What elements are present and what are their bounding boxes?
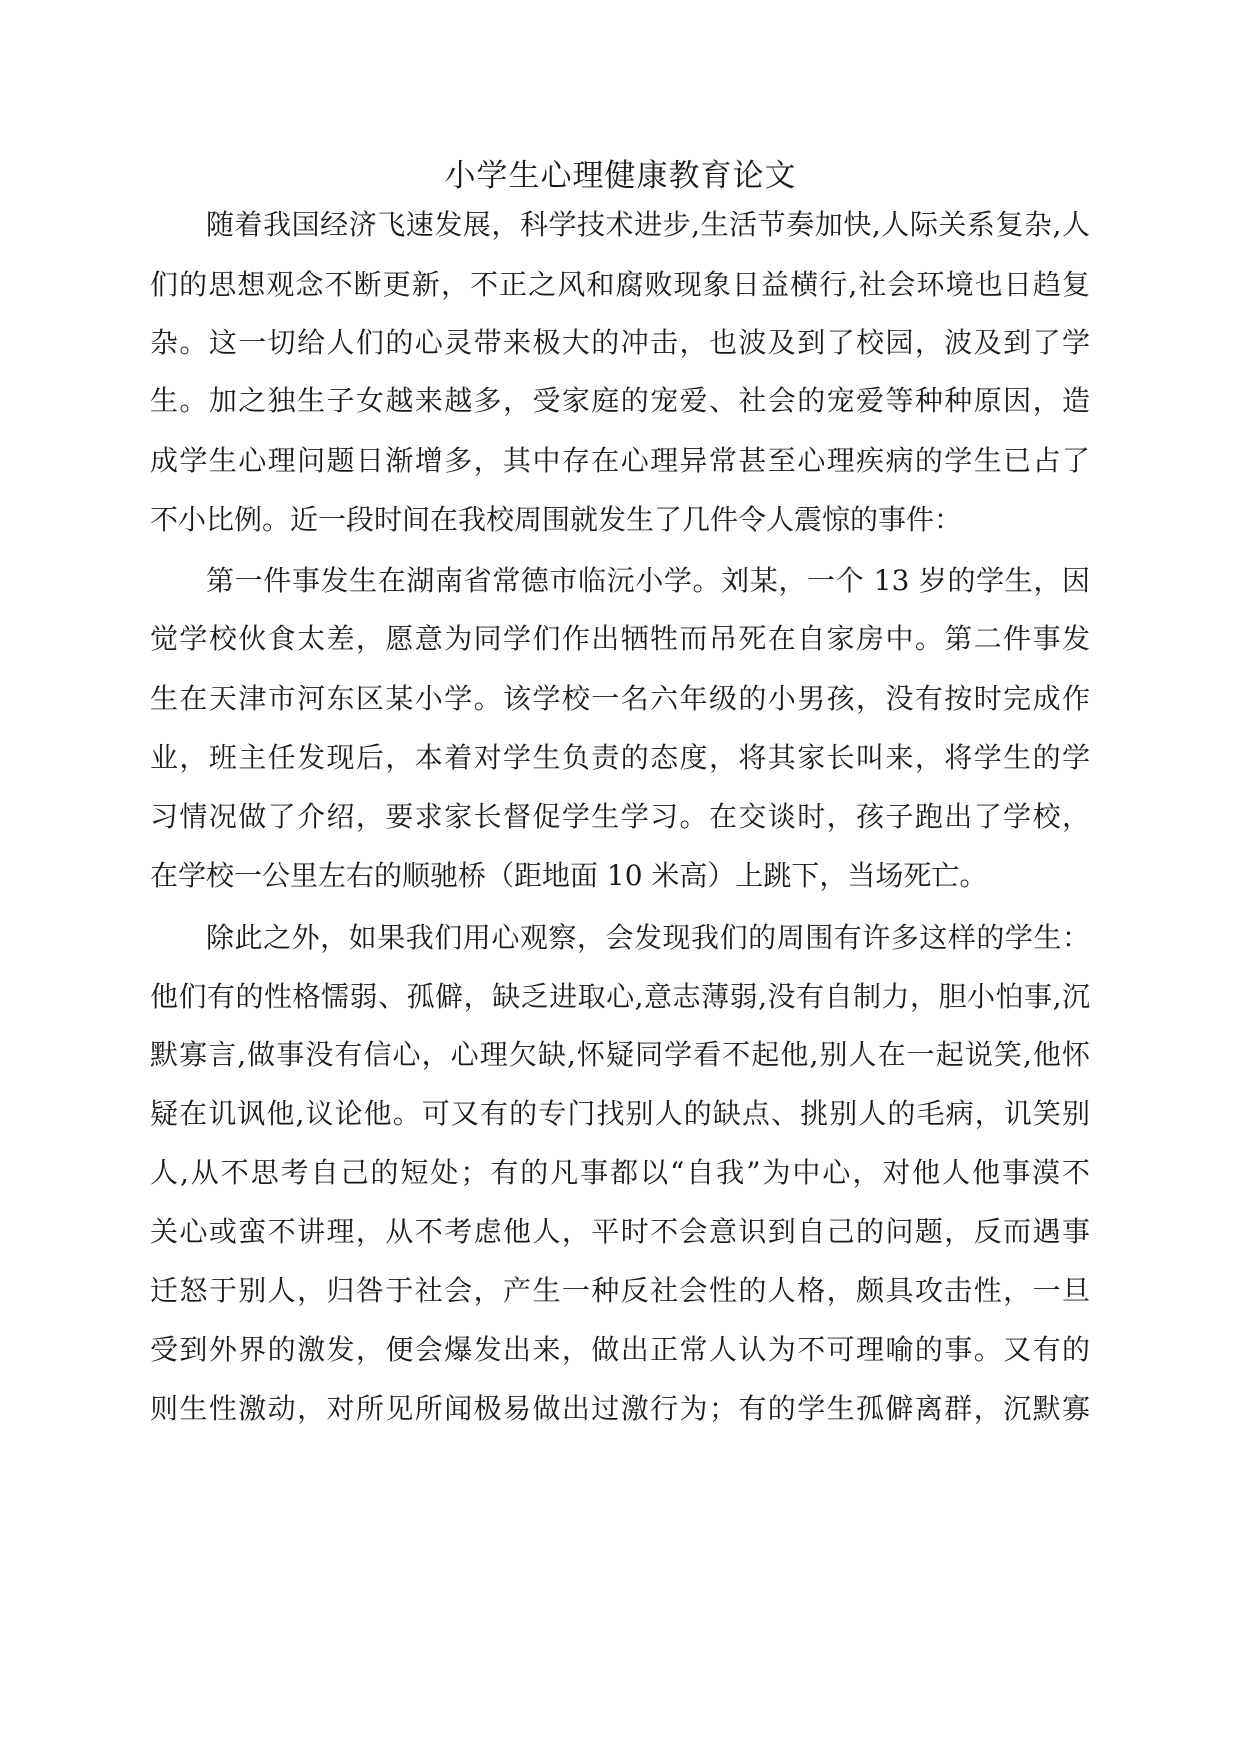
paragraph-2-line: 觉学校伙食太差，愿意为同学们作出牺牲而吊死在自家房中。第二件事发 — [150, 622, 1090, 655]
paragraph-1-line: 杂。这一切给人们的心灵带来极大的冲击，也波及到了校园，波及到了学 — [150, 326, 1090, 359]
paragraph-3-line: 他们有的性格懦弱、孤僻，缺乏进取心,意志薄弱,没有自制力，胆小怕事,沉 — [150, 980, 1090, 1013]
paragraph-2-line: 第一件事发生在湖南省常德市临沅小学。刘某，一个 13 岁的学生，因 — [206, 564, 1090, 597]
document-title: 小学生心理健康教育论文 — [444, 158, 797, 194]
paragraph-2-line: 习情况做了介绍，要求家长督促学生学习。在交谈时，孩子跑出了学校， — [150, 800, 1090, 833]
paragraph-3-line: 则生性激动，对所见所闻极易做出过激行为；有的学生孤僻离群，沉默寡 — [150, 1392, 1090, 1425]
paragraph-2-line: 在学校一公里左右的顺驰桥（距地面 10 米高）上跳下，当场死亡。 — [150, 859, 988, 892]
paragraph-3-line: 关心或蛮不讲理，从不考虑他人，平时不会意识到自己的问题，反而遇事 — [150, 1215, 1090, 1248]
paragraph-3-line: 迁怒于别人，归咎于社会，产生一种反社会性的人格，颇具攻击性，一旦 — [150, 1274, 1090, 1307]
paragraph-1-line: 随着我国经济飞速发展，科学技术进步,生活节奏加快,人际关系复杂,人 — [206, 208, 1090, 241]
paragraph-3-line: 受到外界的激发，便会爆发出来，做出正常人认为不可理喻的事。又有的 — [150, 1333, 1090, 1366]
paragraph-3-line: 默寡言,做事没有信心，心理欠缺,怀疑同学看不起他,别人在一起说笑,他怀 — [150, 1038, 1090, 1071]
paragraph-2-line: 业，班主任发现后，本着对学生负责的态度，将其家长叫来，将学生的学 — [150, 741, 1090, 774]
paragraph-3-line: 除此之外，如果我们用心观察，会发现我们的周围有许多这样的学生： — [206, 921, 1090, 954]
paragraph-1-line: 成学生心理问题日渐增多，其中存在心理异常甚至心理疾病的学生已占了 — [150, 444, 1090, 477]
paragraph-1-line: 不小比例。近一段时间在我校周围就发生了几件令人震惊的事件： — [150, 503, 963, 536]
paragraph-1-line: 们的思想观念不断更新，不正之风和腐败现象日益横行,社会环境也日趋复 — [150, 268, 1090, 301]
paragraph-2-line: 生在天津市河东区某小学。该学校一名六年级的小男孩，没有按时完成作 — [150, 682, 1090, 715]
paragraph-1-line: 生。加之独生子女越来越多，受家庭的宠爱、社会的宠爱等种种原因，造 — [150, 384, 1090, 417]
paragraph-3-line: 疑在讥讽他,议论他。可又有的专门找别人的缺点、挑别人的毛病，讥笑别 — [150, 1097, 1090, 1130]
paragraph-3-line: 人,从不思考自己的短处；有的凡事都以“自我”为中心，对他人他事漠不 — [150, 1156, 1090, 1189]
